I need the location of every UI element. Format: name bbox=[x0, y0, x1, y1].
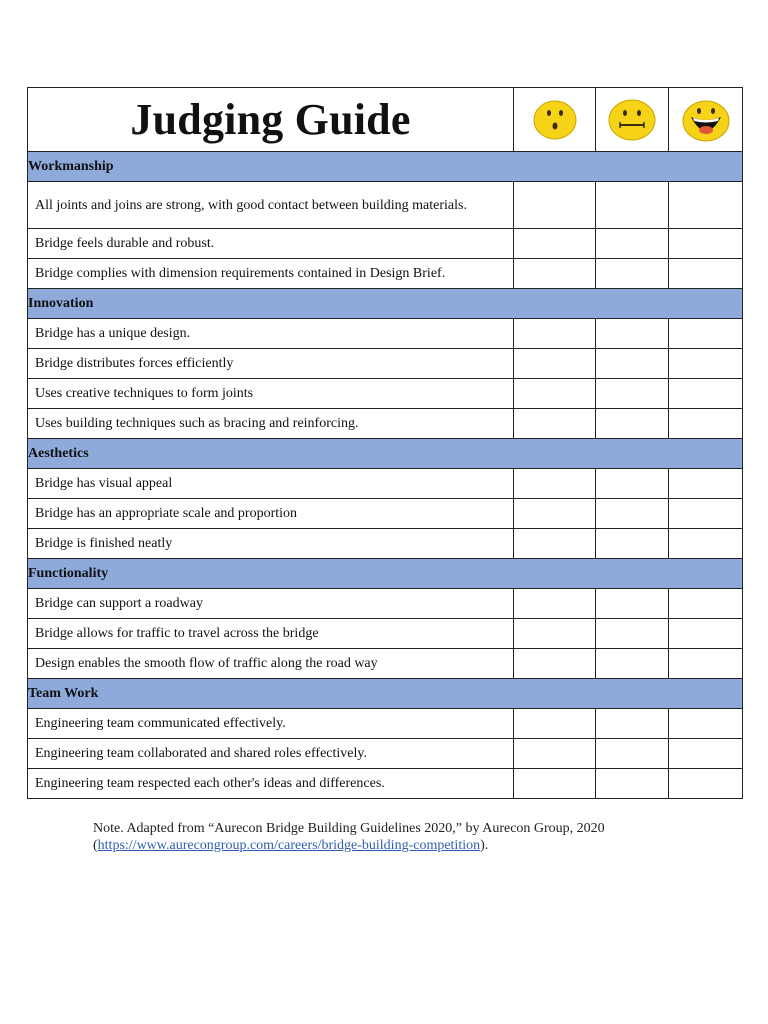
score-cell-mid[interactable] bbox=[596, 709, 669, 739]
source-link[interactable]: https://www.aurecongroup.com/careers/bridge-building-competition bbox=[97, 838, 481, 853]
score-cell-mid[interactable] bbox=[596, 589, 669, 619]
score-cell-mid[interactable] bbox=[596, 259, 669, 289]
score-cell-low[interactable] bbox=[514, 619, 596, 649]
criterion-row bbox=[28, 709, 743, 739]
criterion-label: Uses building techniques such as bracing and reinforcing. bbox=[28, 409, 514, 439]
section-heading: Workmanship bbox=[28, 152, 743, 182]
score-cell-low[interactable] bbox=[514, 379, 596, 409]
table-body bbox=[28, 88, 743, 799]
section-row bbox=[28, 289, 743, 319]
score-cell-mid[interactable] bbox=[596, 529, 669, 559]
score-cell-mid[interactable] bbox=[596, 349, 669, 379]
criterion-row bbox=[28, 379, 743, 409]
score-cell-low[interactable] bbox=[514, 259, 596, 289]
score-cell-low[interactable] bbox=[514, 499, 596, 529]
source-note bbox=[93, 820, 713, 854]
note-suffix: ). bbox=[480, 838, 489, 853]
score-cell-high[interactable] bbox=[669, 769, 743, 799]
score-cell-high[interactable] bbox=[669, 259, 743, 289]
score-cell-high[interactable] bbox=[669, 379, 743, 409]
section-heading: Aesthetics bbox=[28, 439, 743, 469]
criterion-label: Design enables the smooth flow of traffic along the road way bbox=[28, 649, 514, 679]
score-cell-high[interactable] bbox=[669, 529, 743, 559]
score-cell-low[interactable] bbox=[514, 529, 596, 559]
criterion-row bbox=[28, 182, 743, 229]
score-cell-high[interactable] bbox=[669, 739, 743, 769]
score-cell-high[interactable] bbox=[669, 589, 743, 619]
section-row bbox=[28, 439, 743, 469]
section-row bbox=[28, 559, 743, 589]
score-cell-low[interactable] bbox=[514, 649, 596, 679]
section-heading: Team Work bbox=[28, 679, 743, 709]
criterion-row bbox=[28, 769, 743, 799]
score-cell-low[interactable] bbox=[514, 709, 596, 739]
criterion-row bbox=[28, 739, 743, 769]
laughing-face-icon bbox=[669, 88, 743, 152]
score-cell-mid[interactable] bbox=[596, 469, 669, 499]
score-cell-low[interactable] bbox=[514, 349, 596, 379]
criterion-row bbox=[28, 499, 743, 529]
criterion-label: Uses creative techniques to form joints bbox=[28, 379, 514, 409]
score-cell-mid[interactable] bbox=[596, 769, 669, 799]
criterion-row bbox=[28, 469, 743, 499]
score-cell-high[interactable] bbox=[669, 349, 743, 379]
section-row bbox=[28, 152, 743, 182]
criterion-row bbox=[28, 319, 743, 349]
criterion-label: All joints and joins are strong, with good contact between building materials. bbox=[28, 182, 514, 229]
score-cell-low[interactable] bbox=[514, 769, 596, 799]
score-cell-high[interactable] bbox=[669, 469, 743, 499]
score-cell-mid[interactable] bbox=[596, 229, 669, 259]
score-cell-mid[interactable] bbox=[596, 739, 669, 769]
worried-face-icon bbox=[514, 88, 596, 152]
score-cell-high[interactable] bbox=[669, 649, 743, 679]
judging-guide-table bbox=[27, 87, 743, 799]
neutral-face-icon bbox=[596, 88, 669, 152]
score-cell-high[interactable] bbox=[669, 182, 743, 229]
criterion-label: Bridge complies with dimension requirements contained in Design Brief. bbox=[28, 259, 514, 289]
criterion-label: Engineering team respected each other's ideas and differences. bbox=[28, 769, 514, 799]
criterion-row bbox=[28, 649, 743, 679]
score-cell-mid[interactable] bbox=[596, 649, 669, 679]
criterion-label: Bridge has a unique design. bbox=[28, 319, 514, 349]
criterion-label: Bridge has an appropriate scale and proportion bbox=[28, 499, 514, 529]
score-cell-low[interactable] bbox=[514, 469, 596, 499]
score-cell-low[interactable] bbox=[514, 319, 596, 349]
section-heading: Innovation bbox=[28, 289, 743, 319]
criterion-label: Engineering team collaborated and shared roles effectively. bbox=[28, 739, 514, 769]
score-cell-mid[interactable] bbox=[596, 409, 669, 439]
score-cell-low[interactable] bbox=[514, 182, 596, 229]
score-cell-high[interactable] bbox=[669, 619, 743, 649]
score-cell-high[interactable] bbox=[669, 709, 743, 739]
criterion-label: Bridge can support a roadway bbox=[28, 589, 514, 619]
criterion-label: Bridge feels durable and robust. bbox=[28, 229, 514, 259]
page-title: Judging Guide bbox=[28, 88, 514, 152]
criterion-row bbox=[28, 409, 743, 439]
criterion-label: Bridge allows for traffic to travel across the bridge bbox=[28, 619, 514, 649]
score-cell-mid[interactable] bbox=[596, 619, 669, 649]
score-cell-high[interactable] bbox=[669, 229, 743, 259]
section-heading: Functionality bbox=[28, 559, 743, 589]
criterion-row bbox=[28, 589, 743, 619]
criterion-row bbox=[28, 349, 743, 379]
criterion-row bbox=[28, 229, 743, 259]
criterion-label: Bridge is finished neatly bbox=[28, 529, 514, 559]
criterion-label: Bridge distributes forces efficiently bbox=[28, 349, 514, 379]
criterion-row bbox=[28, 259, 743, 289]
criterion-row bbox=[28, 529, 743, 559]
criterion-row bbox=[28, 619, 743, 649]
score-cell-high[interactable] bbox=[669, 409, 743, 439]
title-row bbox=[28, 88, 743, 152]
score-cell-high[interactable] bbox=[669, 319, 743, 349]
score-cell-mid[interactable] bbox=[596, 319, 669, 349]
criterion-label: Engineering team communicated effectively. bbox=[28, 709, 514, 739]
score-cell-mid[interactable] bbox=[596, 182, 669, 229]
section-row bbox=[28, 679, 743, 709]
criterion-label: Bridge has visual appeal bbox=[28, 469, 514, 499]
score-cell-low[interactable] bbox=[514, 229, 596, 259]
score-cell-low[interactable] bbox=[514, 739, 596, 769]
score-cell-low[interactable] bbox=[514, 589, 596, 619]
note-text: Note. Adapted from “Aurecon Bridge Building Guidelines 2020,” by Aurecon Group, 2020 ( bbox=[93, 821, 605, 853]
score-cell-low[interactable] bbox=[514, 409, 596, 439]
score-cell-mid[interactable] bbox=[596, 379, 669, 409]
score-cell-high[interactable] bbox=[669, 499, 743, 529]
score-cell-mid[interactable] bbox=[596, 499, 669, 529]
